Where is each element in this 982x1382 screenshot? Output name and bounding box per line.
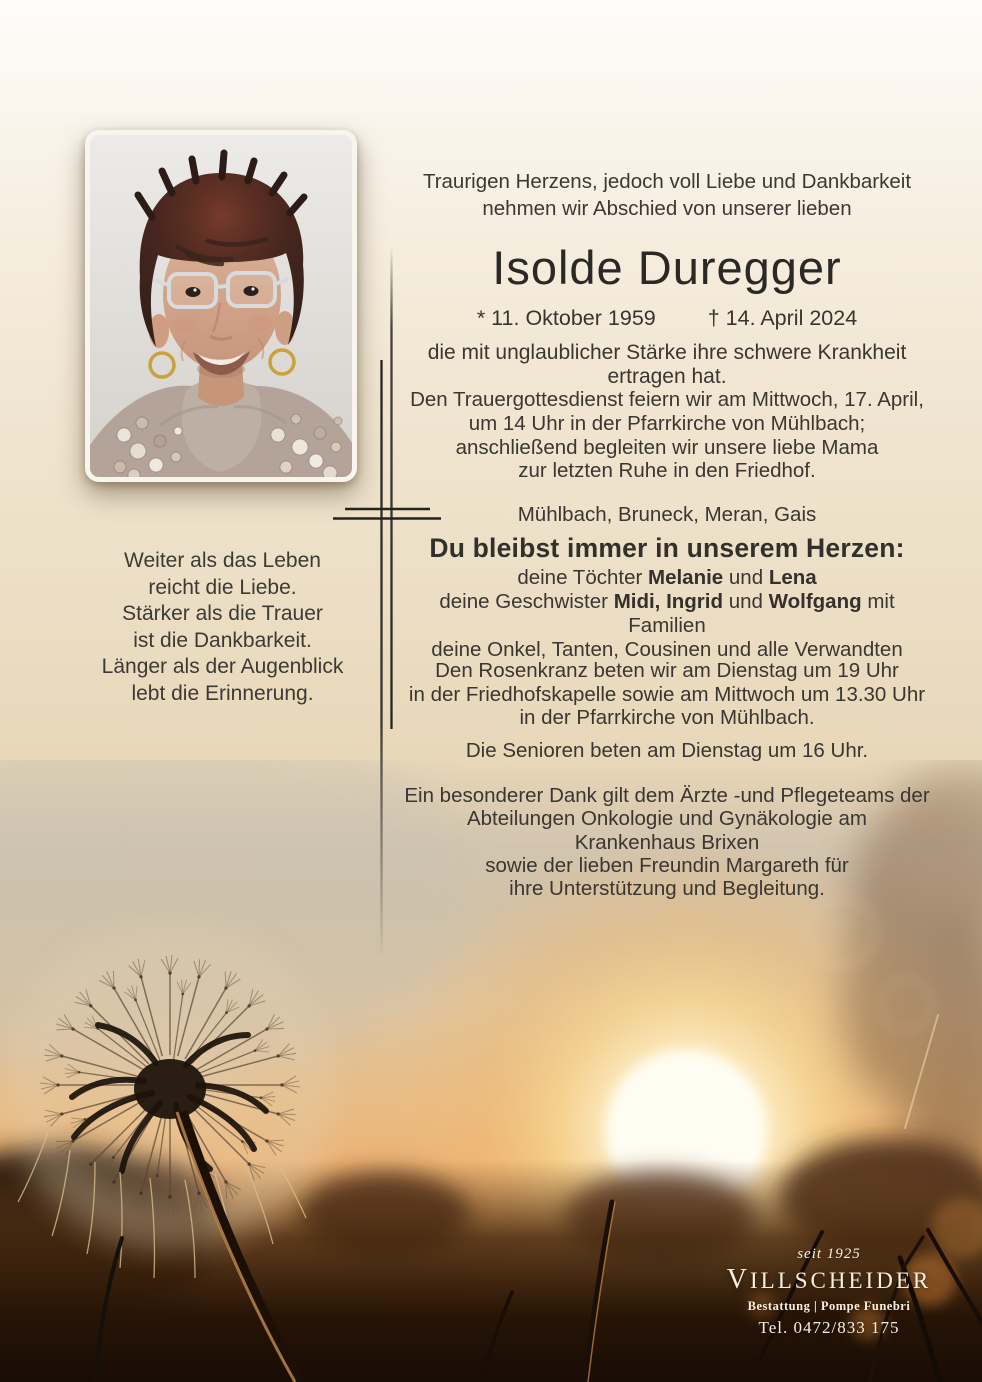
brand-phone: Tel. 0472/833 175 (758, 1318, 900, 1337)
poem-line: ist die Dankbarkeit. (133, 628, 312, 652)
rosary-announcement (404, 659, 930, 730)
rosary-line: Den Rosenkranz beten wir am Dienstag um 19 Uhr (435, 659, 899, 682)
poem-line: Weiter als das Leben (124, 549, 321, 572)
poem-line: lebt die Erinnerung. (131, 681, 314, 705)
brand-since: seit 1925 (797, 1246, 861, 1262)
intro-line-1: Traurigen Herzens, jedoch voll Liebe und Dankbarkeit (422, 170, 912, 193)
sibling-name: Wolfgang (768, 590, 862, 613)
funeral-home-brand (679, 1246, 979, 1338)
brand-name: VILLSCHEIDER (726, 1264, 932, 1295)
rosary-line: in der Friedhofskapelle sowie am Mittwoch um 13.30 Uhr (408, 682, 926, 706)
service-line: um 14 Uhr in der Pfarrkirche von Mühlbach; (468, 411, 866, 435)
siblings-line: deine Geschwister Midi, Ingrid und Wolfgang mit Familien (439, 590, 895, 637)
poem-line: reicht die Liebe. (148, 575, 297, 599)
service-announcement (404, 388, 930, 483)
poem-line: Länger als der Augenblick (101, 655, 344, 678)
birth-date: * 11. Oktober 1959 (476, 306, 656, 330)
thanks-line: Ein besonderer Dank gilt dem Ärzte -und Pflegeteams der (404, 784, 930, 807)
hearts-heading: Du bleibst immer in unserem Herzen: (429, 533, 905, 563)
portrait-photo (85, 130, 357, 482)
relatives-line: deine Onkel, Tanten, Cousinen und alle Verwandten (431, 638, 903, 661)
deceased-name: Isolde Duregger (492, 241, 842, 294)
intro-text (404, 168, 930, 222)
daughter-name: Lena (768, 566, 817, 589)
service-line: zur letzten Ruhe in den Friedhof. (518, 459, 816, 483)
service-line: Den Trauergottesdienst feiern wir am Mittwoch, 17. April, (410, 388, 924, 411)
rosary-line: in der Pfarrkirche von Mühlbach. (519, 706, 815, 729)
life-dates (404, 306, 930, 331)
places-line: Mühlbach, Bruneck, Meran, Gais (517, 503, 817, 526)
thanks-line: ihre Unterstützung und Begleitung. (509, 877, 825, 901)
intro-line-2: nehmen wir Abschied von unserer lieben (482, 197, 852, 220)
thanks-line: Abteilungen Onkologie und Gynäkologie am Krankenhaus Brixen (466, 807, 868, 854)
brand-subtitle: Bestattung | Pompe Funebri (747, 1299, 911, 1313)
strength-line: die mit unglaublicher Stärke ihre schwere Krankheit ertragen hat. (427, 341, 907, 388)
sibling-names: Midi, Ingrid (613, 590, 724, 613)
thanks-paragraph (404, 784, 930, 900)
daughters-line: deine Töchter Melanie und Lena (517, 566, 817, 589)
service-line: anschließend begleiten wir unsere liebe Mama (455, 435, 879, 459)
family-list (404, 566, 930, 662)
seniors-line: Die Senioren beten am Dienstag um 16 Uhr. (465, 739, 869, 762)
death-date: † 14. April 2024 (707, 306, 858, 330)
poem-line: Stärker als die Trauer (122, 602, 323, 625)
daughter-name: Melanie (648, 566, 724, 589)
thanks-line: sowie der lieben Freundin Margareth für (485, 853, 849, 877)
memorial-poem (80, 548, 365, 707)
